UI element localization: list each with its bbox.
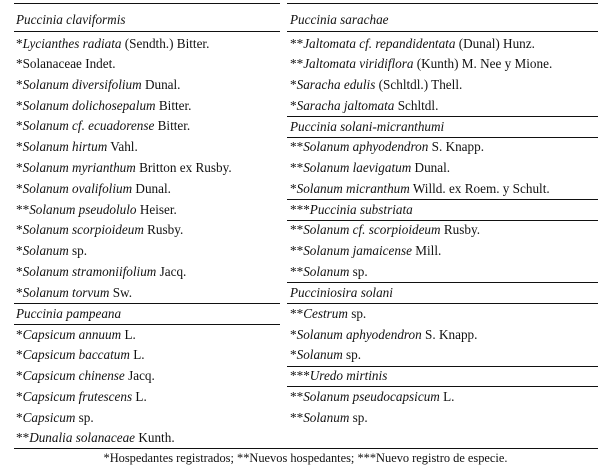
host-species-row: *Solanum dolichosepalum Bitter. <box>16 98 192 113</box>
host-species-row: *Capsicum frutescens L. <box>16 389 147 404</box>
header-rule <box>287 137 598 138</box>
host-species-row: *Solanum diversifolium Dunal. <box>16 77 181 92</box>
header-rule <box>287 303 598 304</box>
host-species-row: **Solanum pseudocapsicum L. <box>290 389 455 404</box>
genus-header: Puccinia solani-micranthumi <box>290 119 445 134</box>
host-species-row: *Solanum ovalifolium Dunal. <box>16 181 171 196</box>
host-species-row: *Solanum aphyodendron S. Knapp. <box>290 327 478 342</box>
table-top-rule <box>14 3 280 4</box>
genus-header: Pucciniosira solani <box>290 285 393 300</box>
genus-header: Puccinia claviformis <box>16 12 126 27</box>
host-species-row: *Lycianthes radiata (Sendth.) Bitter. <box>16 36 210 51</box>
genus-header: ***Uredo mirtinis <box>290 368 388 383</box>
host-species-row: *Capsicum baccatum L. <box>16 347 145 362</box>
section-rule <box>287 366 598 367</box>
host-species-row: *Solanum scorpioideum Rusby. <box>16 222 184 237</box>
header-rule <box>14 324 280 325</box>
host-species-row: *Saracha edulis (Schltdl.) Thell. <box>290 77 463 92</box>
header-rule <box>287 31 598 32</box>
host-species-row: **Solanum aphyodendron S. Knapp. <box>290 139 485 154</box>
host-species-row: *Capsicum chinense Jacq. <box>16 368 155 383</box>
genus-header: Puccinia sarachae <box>290 12 389 27</box>
host-species-row: **Solanum jamaicense Mill. <box>290 243 442 258</box>
header-rule <box>14 31 280 32</box>
host-species-row: *Solanaceae Indet. <box>16 56 116 71</box>
section-rule <box>287 116 598 117</box>
host-species-row: *Solanum sp. <box>290 347 362 362</box>
host-species-row: *Solanum myrianthum Britton ex Rusby. <box>16 160 232 175</box>
table-bottom-rule <box>14 448 598 449</box>
section-rule <box>14 303 280 304</box>
table-footnote: *Hospedantes registrados; **Nuevos hospedantes; ***Nuevo registro de especie. <box>103 451 508 465</box>
genus-header: Puccinia pampeana <box>16 306 122 321</box>
host-species-row: **Solanum sp. <box>290 410 368 425</box>
host-species-row: *Saracha jaltomata Schltdl. <box>290 98 439 113</box>
host-species-row: *Solanum micranthum Willd. ex Roem. y Schult. <box>290 181 550 196</box>
host-species-row: *Solanum stramoniifolium Jacq. <box>16 264 187 279</box>
host-species-row: **Cestrum sp. <box>290 306 367 321</box>
host-species-row: *Solanum cf. ecuadorense Bitter. <box>16 118 191 133</box>
header-rule <box>287 220 598 221</box>
host-species-row: **Solanum sp. <box>290 264 368 279</box>
host-species-row: *Solanum hirtum Vahl. <box>16 139 138 154</box>
host-species-row: *Capsicum annuum L. <box>16 327 136 342</box>
host-species-row: **Solanum laevigatum Dunal. <box>290 160 451 175</box>
genus-header: ***Puccinia substriata <box>290 202 413 217</box>
table-top-rule <box>287 3 598 4</box>
host-species-row: **Solanum cf. scorpioideum Rusby. <box>290 222 480 237</box>
host-species-row: *Solanum torvum Sw. <box>16 285 133 300</box>
host-species-row: *Solanum sp. <box>16 243 88 258</box>
host-species-row: *Capsicum sp. <box>16 410 94 425</box>
header-rule <box>287 386 598 387</box>
host-species-row: **Dunalia solanaceae Kunth. <box>16 430 175 445</box>
host-species-row: **Solanum pseudolulo Heiser. <box>16 202 177 217</box>
host-species-row: **Jaltomata cf. repandidentata (Dunal) Hunz. <box>290 36 535 51</box>
section-rule <box>287 282 598 283</box>
section-rule <box>287 199 598 200</box>
host-species-row: **Jaltomata viridiflora (Kunth) M. Nee y Mione. <box>290 56 553 71</box>
